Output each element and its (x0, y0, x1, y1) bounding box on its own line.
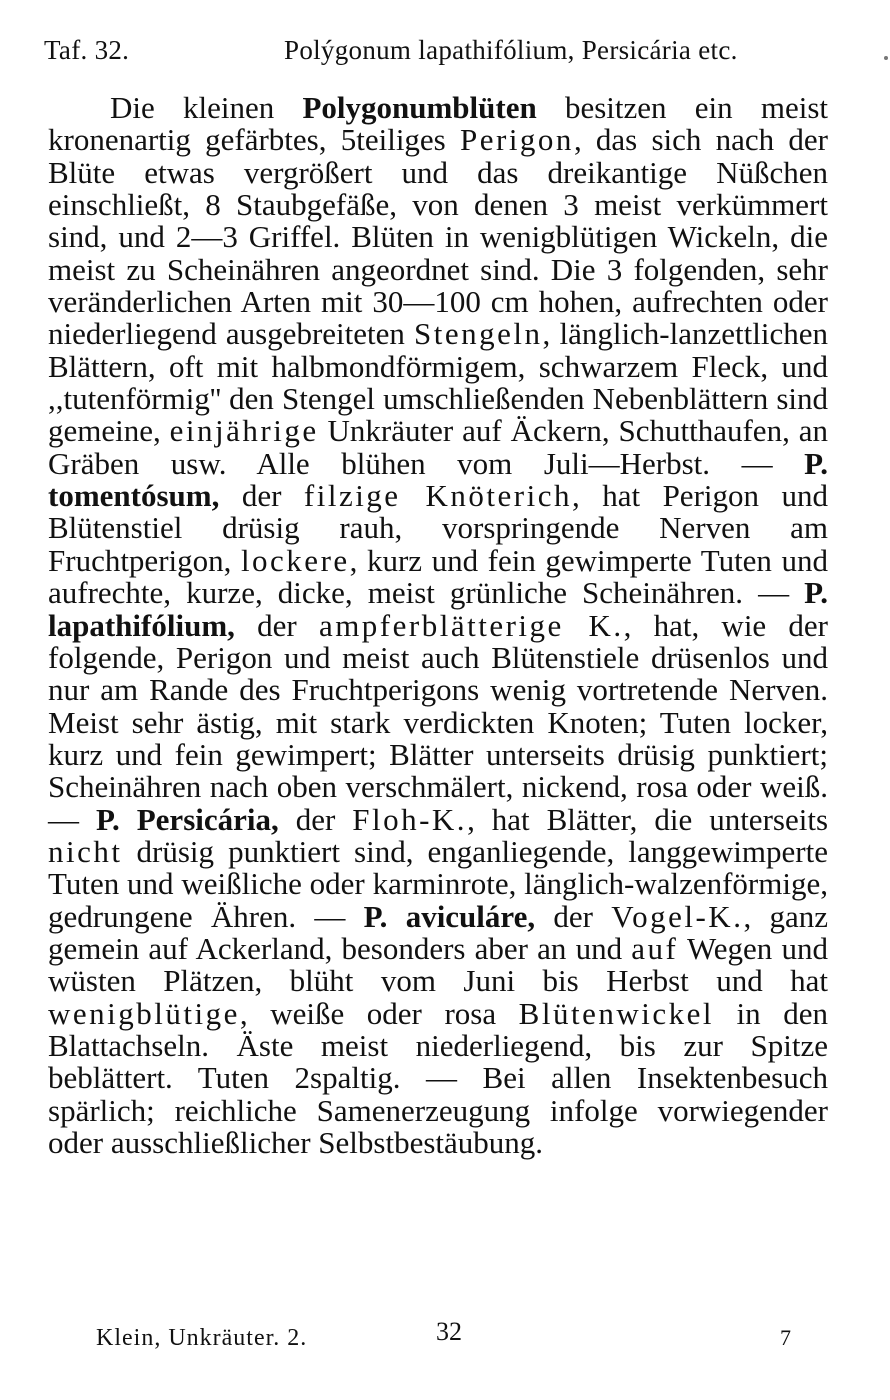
text-run: in den Blattachseln. Äste meist niederliegend, bis zur Spitze beblättert. Tuten 2spaltig. — Bei allen Insektenbesuch spärlich; reichliche Samenerzeugung infolge vorwiegender oder ausschließlicher Selbstbestäubung. (48, 995, 828, 1160)
text-run: , weiße oder rosa (239, 995, 519, 1031)
text-run: drüsig punktiert sind, enganliegende, langgewimperte Tuten und weißliche oder karminrote, länglich-walzenförmige, gedrungene Ähren. — (48, 833, 828, 934)
spaced-term: Vogel-K. (611, 898, 744, 934)
print-speck (884, 56, 888, 60)
body-text (48, 92, 828, 1159)
spaced-term: wenigblütige (48, 995, 240, 1031)
spaced-term: ampferblätterige K. (318, 607, 624, 643)
bold-term: P. tomentósum, (48, 445, 828, 514)
text-run: der (535, 898, 612, 934)
spaced-term: Blütenwickel (518, 995, 714, 1031)
text-run: Unkräuter auf Äckern, Schutthaufen, an Gräben usw. Alle blühen vom Juli—Herbst. — (48, 413, 828, 481)
book-reference: Klein, Unkräuter. 2. (96, 1325, 308, 1351)
text-run: der (219, 478, 304, 514)
text-run: Die kleinen (110, 90, 303, 125)
plate-footer-number: 32 (436, 1317, 462, 1346)
spaced-term: nicht (48, 833, 123, 869)
text-run: , länglich-lanzettlichen Blättern, oft mit halbmondförmigem, schwarzem Fleck, und ,,tutenförmig'' den Stengel umschließenden Nebenblättern sind gemeine, (48, 316, 828, 449)
text-run: der (278, 801, 353, 837)
text-run: besitzen ein meist kronenartig gefärbtes, 5teiliges (48, 90, 828, 158)
text-run: , hat Blätter, die unterseits (467, 801, 829, 837)
spaced-term: auf (631, 930, 679, 966)
page-footer (96, 1318, 816, 1358)
running-title: Polýgonum lapathifólium, Persicária etc. (284, 35, 738, 65)
bold-term: Polygonumblüten (302, 90, 537, 125)
bold-term: P. lapathifólium, (48, 575, 828, 643)
spaced-term: Stengeln (414, 316, 543, 352)
spaced-term: Floh-K. (352, 801, 468, 837)
plate-number: Taf. 32. (44, 35, 130, 65)
spaced-term: filzige Knöterich (303, 478, 572, 514)
spaced-term: einjährige (169, 413, 319, 449)
text-run: , hat Perigon und Blütenstiel drüsig rauh, vorspringende Nerven am Fruchtperigon, (48, 478, 828, 578)
text-run: , das sich nach der Blüte etwas vergrößert und das dreikantige Nüßchen einschließt, 8 Staubgefäße, von denen 3 meist verkümmert sind, und 2—3 Griffel. Blüten in wenigblütigen Wickeln, die meist zu Scheinähren angeordnet sind. Die 3 folgenden, sehr veränderlichen Arten mit 30—100 cm hohen, aufrechten oder niederliegend ausgebreiteten (48, 122, 828, 352)
spaced-term: Perigon (460, 122, 574, 158)
page-number: 7 (780, 1325, 791, 1350)
spaced-term: lockere (240, 542, 350, 578)
page-header (44, 30, 844, 70)
text-run: der (234, 607, 319, 643)
bold-term: P. aviculáre, (363, 898, 536, 934)
description-paragraph (48, 92, 828, 1159)
text-run: , kurz und fein gewimperte Tuten und aufrechte, kurze, dicke, meist grünliche Scheinähren. — (48, 542, 828, 611)
text-run: , hat, wie der folgende, Perigon und meist auch Blütenstiele drüsenlos und nur am Rande des Fruchtperigons wenig vortretende Nerven. Meist sehr ästig, mit stark verdickten Knoten; Tuten locker, kurz und fein gewimpert; Blätter unterseits drüsig punktiert; Scheinähren nach oben verschmälert, nickend, rosa oder weiß. — (48, 607, 828, 837)
text-run: , ganz gemein auf Ackerland, besonders aber an und (48, 898, 828, 966)
text-run: Wegen und wüsten Plätzen, blüht vom Juni bis Herbst und hat (48, 930, 828, 999)
bold-term: P. Persicária, (95, 801, 279, 837)
